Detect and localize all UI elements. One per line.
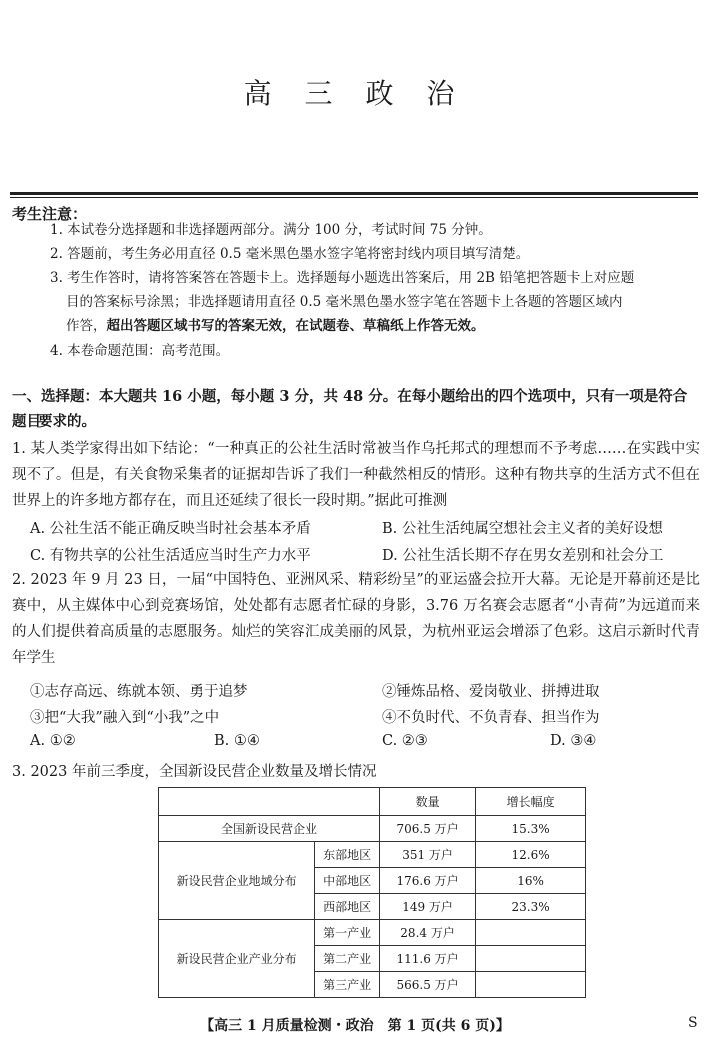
question-1-option-a: A. 公社生活不能正确反映当时社会基本矛盾 — [30, 521, 311, 537]
question-1-stem: 1. 某人类学家得出如下结论：“一种真正的公社生活时常被当作乌托邦式的理想而不予考虑……在实践中实现不了。但是，有关食物采集者的证据却告诉了我们一种截然相反的情形。这种有物共享的生活方式不但在世界上的许多地方都存在，而且还延续了很长一段时期。”据此可推测 — [12, 441, 700, 509]
table-cell-subcategory: 第二产业 — [315, 946, 380, 972]
question-1-option-d: D. 公社生活长期不存在男女差别和社会分工 — [382, 548, 664, 564]
table-cell-subcategory: 东部地区 — [315, 842, 380, 868]
question-2-statement-2: ②锤炼品格、爱岗敬业、拼搏进取 — [382, 684, 600, 700]
table-cell-growth: 12.6% — [476, 842, 586, 868]
notice-item-3b: 目的答案标号涂黑；非选择题请用直径 0.5 毫米黑色墨水签字笔在答题卡上各题的答题区域内 — [66, 294, 623, 310]
section-heading-line2: 要求的。 — [38, 413, 96, 430]
section-heading-line1: 一、选择题：本大题共 16 小题，每小题 3 分，共 48 分。在每小题给出的四个选项中，只有一项是符合题目 — [12, 388, 688, 430]
table-corner-cell — [159, 788, 380, 816]
table-cell-subcategory: 第一产业 — [315, 920, 380, 946]
table-cell-label: 全国新设民营企业 — [159, 816, 380, 842]
table-cell-count: 149 万户 — [379, 894, 475, 920]
question-1-option-c: C. 有物共享的公社生活适应当时生产力水平 — [30, 548, 311, 564]
table-cell-subcategory: 西部地区 — [315, 894, 380, 920]
table-cell-count: 176.6 万户 — [379, 868, 475, 894]
table-cell-growth: 15.3% — [476, 816, 586, 842]
notice-item-3c-plain: 作答， — [66, 318, 107, 334]
question-2-option-c: C. ②③ — [382, 733, 428, 749]
table-cell-growth: 16% — [476, 868, 586, 894]
question-2-statement-4: ④不负时代、不负青春、担当作为 — [382, 710, 600, 726]
header-rule-thick — [10, 192, 698, 195]
table-row — [159, 816, 586, 842]
table-cell-count: 111.6 万户 — [379, 946, 475, 972]
table-cell-subcategory: 第三产业 — [315, 972, 380, 998]
table-header-count: 数量 — [379, 788, 475, 816]
notice-heading: 考生注意： — [12, 205, 88, 223]
table-header-growth: 增长幅度 — [476, 788, 586, 816]
notice-item-1: 1. 本试卷分选择题和非选择题两部分。满分 100 分，考试时间 75 分钟。 — [50, 222, 492, 238]
header-rule-thin — [10, 197, 698, 198]
table-group-region: 新设民营企业地域分布 — [159, 842, 315, 920]
table-cell-growth — [476, 972, 586, 998]
table-cell-growth: 23.3% — [476, 894, 586, 920]
notice-item-2: 2. 答题前，考生务必用直径 0.5 毫米黑色墨水签字笔将密封线内项目填写清楚。 — [50, 246, 530, 262]
notice-item-4: 4. 本卷命题范围：高考范围。 — [50, 343, 230, 359]
table-row — [159, 920, 586, 946]
question-2-stem: 2. 2023 年 9 月 23 日，一届“中国特色、亚洲风采、精彩纷呈”的亚运盛会拉开大幕。无论是开幕前还是比赛中，从主媒体中心到竞赛场馆，处处都有志愿者忙碌的身影，3.76 万名赛会志愿者“小青荷”为远道而来的人们提供着高质量的志愿服务。灿烂的笑容汇成美丽的风景，为杭州亚运会增添了色彩。这启示新时代青年学生 — [12, 572, 700, 666]
question-2-option-d: D. ③④ — [550, 733, 597, 749]
table-row — [159, 788, 586, 816]
question-2-option-b: B. ①④ — [214, 733, 260, 749]
table-cell-growth — [476, 920, 586, 946]
table-group-industry: 新设民营企业产业分布 — [159, 920, 315, 998]
table-row — [159, 842, 586, 868]
question-3-stem: 3. 2023 年前三季度，全国新设民营企业数量及增长情况 — [12, 764, 377, 780]
enterprise-table — [158, 787, 586, 998]
question-2-option-a: A. ①② — [30, 733, 76, 749]
table-cell-subcategory: 中部地区 — [315, 868, 380, 894]
notice-item-3c-bold: 超出答题区域书写的答案无效，在试题卷、草稿纸上作答无效。 — [106, 318, 485, 334]
table-cell-count: 351 万户 — [379, 842, 475, 868]
notice-item-3c — [66, 314, 690, 338]
page-title: 高 三 政 治 — [243, 77, 467, 110]
question-2-statement-1: ①志存高远、练就本领、勇于追梦 — [30, 684, 248, 700]
notice-item-3a: 3. 考生作答时，请将答案答在答题卡上。选择题每小题选出答案后，用 2B 铅笔把答题卡上对应题 — [50, 270, 635, 286]
question-2-statement-3: ③把“大我”融入到“小我”之中 — [30, 710, 220, 726]
table-cell-count: 566.5 万户 — [379, 972, 475, 998]
table-cell-growth — [476, 946, 586, 972]
table-cell-count: 28.4 万户 — [379, 920, 475, 946]
question-1-option-b: B. 公社生活纯属空想社会主义者的美好设想 — [382, 521, 663, 537]
corner-mark: S — [688, 1015, 698, 1031]
table-cell-count: 706.5 万户 — [379, 816, 475, 842]
page-footer: 【高三 1 月质量检测・政治 第 1 页(共 6 页)】 — [200, 1018, 510, 1034]
